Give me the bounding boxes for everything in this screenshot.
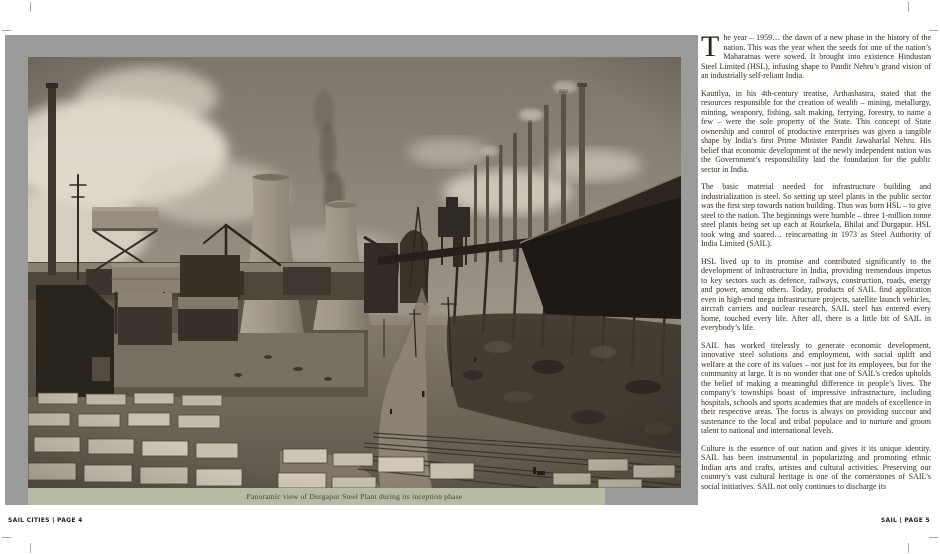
photo-caption: Panoramic view of Durgapur Steel Plant during its inception phase xyxy=(246,492,463,501)
paragraph-2: Kautilya, in his 4th-century treatise, Arthashastra, stated that the resources responsible for the creation of wealth – mining, metallurgy, minting, weaponry, fishing, salt making, ferrying, forestry, to name a few – were the sole property of the State. This concept of State ownership and control of productive enterprises was given a tangible shape by India’s first Prime Minister Pandit Jawaharlal Nehru. His belief that economic development of the newly independent nation was the Government’s responsibility laid the foundation for the public sector in India. xyxy=(701,88,931,174)
crop-mark xyxy=(2,30,11,31)
drop-cap: T xyxy=(701,30,720,63)
left-page-footer: SAIL CITIES | PAGE 4 xyxy=(8,517,83,524)
crop-mark xyxy=(929,30,938,31)
paragraph-1-text: he year – 1959… the dawn of a new phase in the history of the nation. This was the year when the seeds for one of the nation’s Maharatnas were sowed. It brought into existence Hindustan Steel Limited (HSL), infusing shape to Pandit Nehru’s grand vision of an industrially self-reliant India. xyxy=(701,33,931,80)
paragraph-3: The basic material needed for infrastructure building and industrialization is steel. So setting up steel plants in the public sector was the first step towards nation building. Thus was born HSL – to give steel to the nation. The beginnings were humble – three 1-million tonne steel plants being set up each at Rourkela, Bhilai and Durgapur. HSL took wing and soared… reincarnating in 1973 as Steel Authority of India Limited (SAIL). xyxy=(701,182,931,248)
crop-mark xyxy=(30,543,31,553)
paragraph-4: HSL lived up to its promise and contributed significantly to the development of infrastructure in India, providing tremendous impetus to key sectors such as defence, railways, construction, roads, energy and power, among others. Today, products of SAIL find application even in high-end mega infrastructure projects, satellite launch vehicles, aircraft carriers and nuclear research. SAIL steel has entered every home, touched every life. After all, there is a little bit of SAIL in everybody’s life. xyxy=(701,256,931,332)
vignette xyxy=(28,57,681,488)
crop-mark xyxy=(908,2,909,12)
crop-mark xyxy=(908,543,909,553)
steel-plant-photo xyxy=(28,57,681,488)
crop-mark xyxy=(2,537,11,538)
paragraph-1 xyxy=(701,30,931,81)
crop-mark xyxy=(929,537,938,538)
right-page-footer: SAIL | PAGE 5 xyxy=(880,517,930,524)
photo-frame xyxy=(5,35,698,505)
article-text xyxy=(701,30,931,499)
paragraph-5: SAIL has worked tirelessly to generate economic development, innovative steel solutions and employment, with social uplift and welfare at the core of its values – not just for its employees, but for the community at large. It is no wonder that one of SAIL’s credos upholds the belief of making a meaningful difference in people’s lives. The company’s townships boast of impressive infrastructure, including hospitals, schools and sports academies that are models of excellence in their respective areas. The focus is always on providing succour and sustenance to the local and tribal populace and to nurture and groom talent to national and international levels. xyxy=(701,340,931,435)
crop-mark xyxy=(30,2,31,12)
paragraph-6: Culture is the essence of our nation and gives it its unique identity. SAIL has been instrumental in popularizing and promoting ethnic Indian arts and crafts, artistes and cultural activities. Preserving our country’s vast cultural heritage is one of the cornerstones of SAIL’s social initiatives. SAIL not only continues to discharge its xyxy=(701,443,931,491)
